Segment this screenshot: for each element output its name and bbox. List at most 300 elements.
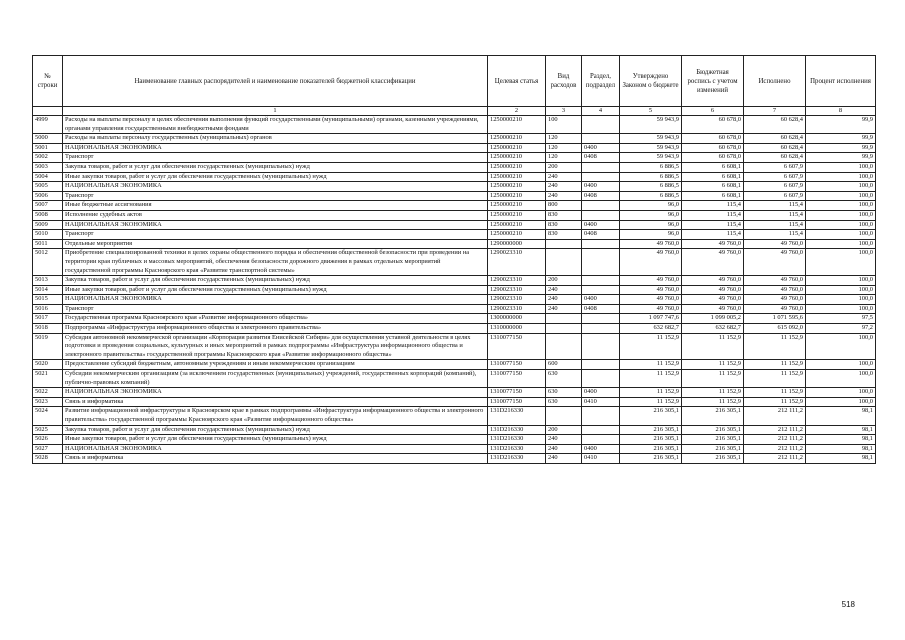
- executed-cell: 115,4: [744, 220, 806, 230]
- expense-type-cell: [546, 314, 582, 324]
- approved-cell: 632 682,7: [620, 324, 682, 334]
- expense-type-cell: 240: [546, 435, 582, 445]
- executed-cell: 212 111,2: [744, 435, 806, 445]
- expense-type-cell: 100: [546, 116, 582, 134]
- executed-cell: 11 152,9: [744, 333, 806, 360]
- expense-type-cell: [546, 407, 582, 425]
- header-approved: Утверждено Законом о бюджете: [620, 56, 682, 107]
- header-percent: Процент исполнения: [806, 56, 876, 107]
- row-number-cell: 5025: [33, 425, 63, 435]
- executed-cell: 6 607,9: [744, 182, 806, 192]
- row-name-cell: Иные закупки товаров, работ и услуг для обеспечения государственных (муниципальных) нужд: [63, 435, 488, 445]
- row-number-cell: 5021: [33, 370, 63, 388]
- expense-type-cell: [546, 239, 582, 249]
- executed-cell: 115,4: [744, 201, 806, 211]
- column-number: 7: [744, 107, 806, 116]
- percent-cell: 100,0: [806, 201, 876, 211]
- executed-cell: 6 607,9: [744, 172, 806, 182]
- budget-list-cell: 216 305,1: [682, 435, 744, 445]
- section-cell: [582, 239, 620, 249]
- section-cell: [582, 249, 620, 276]
- section-cell: [582, 201, 620, 211]
- column-number: [33, 107, 63, 116]
- section-cell: [582, 116, 620, 134]
- budget-list-cell: 216 305,1: [682, 407, 744, 425]
- row-name-cell: Отдельные мероприятия: [63, 239, 488, 249]
- expense-type-cell: 120: [546, 134, 582, 144]
- target-article-cell: 1250000210: [488, 210, 546, 220]
- budget-table: [32, 55, 876, 464]
- column-number: 5: [620, 107, 682, 116]
- row-name-cell: Субсидия автономной некоммерческой организации «Корпорация развития Енисейской Сибири» для осуществления уставной деятельности в целях подготовки и проведения социальных, культурных и иных мероприятий в рамках подпрограммы «Инфраструктура информационного общества и электронного правительства» государственной программы Красноярского края «Развитие информационного общества»: [63, 333, 488, 360]
- percent-cell: 98,1: [806, 444, 876, 454]
- table-row: [33, 172, 876, 182]
- target-article-cell: 1310077150: [488, 370, 546, 388]
- budget-list-cell: 49 760,0: [682, 239, 744, 249]
- percent-cell: 100,0: [806, 388, 876, 398]
- budget-list-cell: 115,4: [682, 210, 744, 220]
- row-number-cell: 5005: [33, 182, 63, 192]
- section-cell: 0400: [582, 388, 620, 398]
- budget-list-cell: 115,4: [682, 201, 744, 211]
- expense-type-cell: [546, 333, 582, 360]
- approved-cell: 96,0: [620, 220, 682, 230]
- table-row: [33, 143, 876, 153]
- section-cell: 0400: [582, 444, 620, 454]
- page-number: 518: [841, 600, 855, 609]
- budget-list-cell: 216 305,1: [682, 454, 744, 464]
- target-article-cell: 1250000210: [488, 153, 546, 163]
- header-name: Наименование главных распорядителей и наименование показателей бюджетной классификации: [63, 56, 488, 107]
- budget-list-cell: 11 152,9: [682, 360, 744, 370]
- budget-list-cell: 60 678,0: [682, 116, 744, 134]
- expense-type-cell: 200: [546, 276, 582, 286]
- section-cell: 0408: [582, 153, 620, 163]
- percent-cell: 97,2: [806, 324, 876, 334]
- column-number: 8: [806, 107, 876, 116]
- target-article-cell: 1250000210: [488, 162, 546, 172]
- row-name-cell: НАЦИОНАЛЬНАЯ ЭКОНОМИКА: [63, 182, 488, 192]
- table-row: [33, 276, 876, 286]
- table-row: [33, 182, 876, 192]
- target-article-cell: 1250000210: [488, 116, 546, 134]
- row-number-cell: 5019: [33, 333, 63, 360]
- approved-cell: 49 760,0: [620, 239, 682, 249]
- section-cell: [582, 435, 620, 445]
- expense-type-cell: 830: [546, 210, 582, 220]
- row-name-cell: НАЦИОНАЛЬНАЯ ЭКОНОМИКА: [63, 388, 488, 398]
- approved-cell: 96,0: [620, 201, 682, 211]
- expense-type-cell: 120: [546, 153, 582, 163]
- budget-list-cell: 11 152,9: [682, 333, 744, 360]
- row-name-cell: Транспорт: [63, 191, 488, 201]
- row-name-cell: НАЦИОНАЛЬНАЯ ЭКОНОМИКА: [63, 220, 488, 230]
- executed-cell: 60 628,4: [744, 153, 806, 163]
- budget-list-cell: 49 760,0: [682, 295, 744, 305]
- target-article-cell: 1310077150: [488, 397, 546, 407]
- section-cell: [582, 324, 620, 334]
- row-name-cell: Связь и информатика: [63, 397, 488, 407]
- expense-type-cell: 630: [546, 397, 582, 407]
- executed-cell: 1 071 595,6: [744, 314, 806, 324]
- executed-cell: 11 152,9: [744, 397, 806, 407]
- approved-cell: 6 886,5: [620, 182, 682, 192]
- approved-cell: 6 886,5: [620, 162, 682, 172]
- expense-type-cell: 240: [546, 295, 582, 305]
- table-row: [33, 435, 876, 445]
- percent-cell: 100,0: [806, 360, 876, 370]
- executed-cell: 49 760,0: [744, 295, 806, 305]
- expense-type-cell: 830: [546, 230, 582, 240]
- approved-cell: 11 152,9: [620, 388, 682, 398]
- table-row: [33, 454, 876, 464]
- target-article-cell: 1250000210: [488, 182, 546, 192]
- row-number-cell: 5004: [33, 172, 63, 182]
- executed-cell: 11 152,9: [744, 360, 806, 370]
- section-cell: 0408: [582, 304, 620, 314]
- row-number-cell: 5000: [33, 134, 63, 144]
- target-article-cell: 1250000210: [488, 134, 546, 144]
- expense-type-cell: [546, 249, 582, 276]
- row-name-cell: Закупка товаров, работ и услуг для обеспечения государственных (муниципальных) нужд: [63, 425, 488, 435]
- expense-type-cell: 600: [546, 360, 582, 370]
- approved-cell: 216 305,1: [620, 444, 682, 454]
- executed-cell: 49 760,0: [744, 304, 806, 314]
- table-row: [33, 304, 876, 314]
- target-article-cell: 1290023310: [488, 276, 546, 286]
- table-row: [33, 162, 876, 172]
- row-number-cell: 4999: [33, 116, 63, 134]
- approved-cell: 49 760,0: [620, 285, 682, 295]
- table-row: [33, 425, 876, 435]
- section-cell: [582, 333, 620, 360]
- percent-cell: 99,9: [806, 134, 876, 144]
- executed-cell: 115,4: [744, 210, 806, 220]
- row-name-cell: Предоставление субсидий бюджетным, автономным учреждениям и иным некоммерческим организациям: [63, 360, 488, 370]
- target-article-cell: 1250000210: [488, 143, 546, 153]
- target-article-cell: 131D216330: [488, 444, 546, 454]
- approved-cell: 59 943,9: [620, 116, 682, 134]
- approved-cell: 59 943,9: [620, 153, 682, 163]
- table-row: [33, 201, 876, 211]
- expense-type-cell: 240: [546, 304, 582, 314]
- executed-cell: 6 607,9: [744, 191, 806, 201]
- column-number: 3: [546, 107, 582, 116]
- budget-list-cell: 6 608,1: [682, 172, 744, 182]
- approved-cell: 11 152,9: [620, 360, 682, 370]
- percent-cell: 98,1: [806, 435, 876, 445]
- expense-type-cell: 240: [546, 444, 582, 454]
- approved-cell: 6 886,5: [620, 172, 682, 182]
- percent-cell: 100,0: [806, 220, 876, 230]
- row-name-cell: Расходы на выплаты персоналу в целях обеспечения выполнения функций государственными (муниципальными) органами, казенными учреждениями, органами управления государственными внебюджетными фондами: [63, 116, 488, 134]
- row-name-cell: Приобретение специализированной техники в целях охраны общественного порядка и обеспечения общественной безопасности при проведении на территории края публичных и массовых мероприятий, обеспечения безопасности дорожного движения в рамках отдельных мероприятий государственной программы Красноярского края «Развитие транспортной системы»: [63, 249, 488, 276]
- section-cell: [582, 172, 620, 182]
- percent-cell: 99,9: [806, 153, 876, 163]
- table-row: [33, 324, 876, 334]
- row-number-cell: 5022: [33, 388, 63, 398]
- row-number-cell: 5003: [33, 162, 63, 172]
- expense-type-cell: [546, 324, 582, 334]
- section-cell: [582, 407, 620, 425]
- row-name-cell: НАЦИОНАЛЬНАЯ ЭКОНОМИКА: [63, 143, 488, 153]
- approved-cell: 11 152,9: [620, 333, 682, 360]
- expense-type-cell: 240: [546, 182, 582, 192]
- column-number: 6: [682, 107, 744, 116]
- row-number-cell: 5028: [33, 454, 63, 464]
- table-body: [33, 116, 876, 464]
- section-cell: [582, 314, 620, 324]
- row-name-cell: Подпрограмма «Инфраструктура информационного общества и электронного правительства»: [63, 324, 488, 334]
- section-cell: [582, 425, 620, 435]
- section-cell: 0400: [582, 143, 620, 153]
- budget-list-cell: 216 305,1: [682, 444, 744, 454]
- expense-type-cell: 800: [546, 201, 582, 211]
- table-row: [33, 153, 876, 163]
- budget-list-cell: 11 152,9: [682, 397, 744, 407]
- expense-type-cell: 240: [546, 454, 582, 464]
- target-article-cell: 1250000210: [488, 230, 546, 240]
- row-name-cell: Транспорт: [63, 304, 488, 314]
- budget-list-cell: 6 608,1: [682, 162, 744, 172]
- budget-list-cell: 60 678,0: [682, 143, 744, 153]
- row-number-cell: 5002: [33, 153, 63, 163]
- row-number-cell: 5018: [33, 324, 63, 334]
- table-row: [33, 249, 876, 276]
- percent-cell: 100,0: [806, 239, 876, 249]
- percent-cell: 100,0: [806, 285, 876, 295]
- approved-cell: 11 152,9: [620, 370, 682, 388]
- approved-cell: 6 886,5: [620, 191, 682, 201]
- budget-list-cell: 6 608,1: [682, 182, 744, 192]
- section-cell: [582, 162, 620, 172]
- target-article-cell: 1250000210: [488, 191, 546, 201]
- section-cell: [582, 134, 620, 144]
- approved-cell: 216 305,1: [620, 407, 682, 425]
- budget-list-cell: 1 099 005,2: [682, 314, 744, 324]
- row-name-cell: Расходы на выплаты персоналу государственных (муниципальных) органов: [63, 134, 488, 144]
- header-target-article: Целевая статья: [488, 56, 546, 107]
- executed-cell: 11 152,9: [744, 388, 806, 398]
- executed-cell: 212 111,2: [744, 444, 806, 454]
- approved-cell: 49 760,0: [620, 295, 682, 305]
- approved-cell: 49 760,0: [620, 304, 682, 314]
- row-name-cell: Иные закупки товаров, работ и услуг для обеспечения государственных (муниципальных) нужд: [63, 172, 488, 182]
- table-row: [33, 116, 876, 134]
- budget-list-cell: 49 760,0: [682, 304, 744, 314]
- section-cell: [582, 370, 620, 388]
- percent-cell: 98,1: [806, 407, 876, 425]
- budget-list-cell: 632 682,7: [682, 324, 744, 334]
- target-article-cell: 1250000210: [488, 172, 546, 182]
- table-row: [33, 239, 876, 249]
- table-row: [33, 295, 876, 305]
- row-number-cell: 5023: [33, 397, 63, 407]
- row-number-cell: 5016: [33, 304, 63, 314]
- expense-type-cell: 240: [546, 172, 582, 182]
- budget-list-cell: 49 760,0: [682, 276, 744, 286]
- executed-cell: 212 111,2: [744, 425, 806, 435]
- target-article-cell: 1250000210: [488, 201, 546, 211]
- expense-type-cell: 830: [546, 220, 582, 230]
- budget-list-cell: 60 678,0: [682, 134, 744, 144]
- section-cell: 0400: [582, 295, 620, 305]
- percent-cell: 98,1: [806, 425, 876, 435]
- approved-cell: 216 305,1: [620, 425, 682, 435]
- target-article-cell: 1250000210: [488, 220, 546, 230]
- approved-cell: 49 760,0: [620, 249, 682, 276]
- approved-cell: 96,0: [620, 230, 682, 240]
- table-row: [33, 444, 876, 454]
- target-article-cell: 1290023310: [488, 304, 546, 314]
- column-number: 1: [63, 107, 488, 116]
- table-row: [33, 210, 876, 220]
- row-name-cell: НАЦИОНАЛЬНАЯ ЭКОНОМИКА: [63, 295, 488, 305]
- row-number-cell: 5006: [33, 191, 63, 201]
- target-article-cell: 131D216330: [488, 435, 546, 445]
- approved-cell: 59 943,9: [620, 134, 682, 144]
- section-cell: 0400: [582, 182, 620, 192]
- target-article-cell: 131D216330: [488, 454, 546, 464]
- percent-cell: 100,0: [806, 230, 876, 240]
- row-name-cell: Иные закупки товаров, работ и услуг для обеспечения государственных (муниципальных) нужд: [63, 285, 488, 295]
- executed-cell: 49 760,0: [744, 239, 806, 249]
- budget-list-cell: 49 760,0: [682, 249, 744, 276]
- executed-cell: 49 760,0: [744, 285, 806, 295]
- percent-cell: 100,0: [806, 304, 876, 314]
- header-row: [33, 56, 876, 107]
- row-number-cell: 5017: [33, 314, 63, 324]
- executed-cell: 212 111,2: [744, 407, 806, 425]
- percent-cell: 100,0: [806, 191, 876, 201]
- approved-cell: 49 760,0: [620, 276, 682, 286]
- executed-cell: 60 628,4: [744, 134, 806, 144]
- percent-cell: 100,0: [806, 295, 876, 305]
- row-number-cell: 5027: [33, 444, 63, 454]
- expense-type-cell: 200: [546, 162, 582, 172]
- executed-cell: 60 628,4: [744, 116, 806, 134]
- header-executed: Исполнено: [744, 56, 806, 107]
- approved-cell: 1 097 747,6: [620, 314, 682, 324]
- target-article-cell: 131D216330: [488, 425, 546, 435]
- section-cell: [582, 285, 620, 295]
- section-cell: [582, 360, 620, 370]
- row-name-cell: Государственная программа Красноярского края «Развитие информационного общества»: [63, 314, 488, 324]
- table-row: [33, 397, 876, 407]
- row-number-cell: 5008: [33, 210, 63, 220]
- row-number-cell: 5009: [33, 220, 63, 230]
- section-cell: [582, 210, 620, 220]
- row-name-cell: Закупка товаров, работ и услуг для обеспечения государственных (муниципальных) нужд: [63, 162, 488, 172]
- row-name-cell: Развитие информационной инфраструктуры в Красноярском крае в рамках подпрограммы «Инфраструктура информационного общества и электронного правительства» государственной программы Красноярского края «Развитие информационного общества»: [63, 407, 488, 425]
- row-number-cell: 5026: [33, 435, 63, 445]
- percent-cell: 98,1: [806, 454, 876, 464]
- row-number-cell: 5001: [33, 143, 63, 153]
- target-article-cell: 1310000000: [488, 324, 546, 334]
- section-cell: 0400: [582, 220, 620, 230]
- row-number-cell: 5014: [33, 285, 63, 295]
- target-article-cell: 1300000000: [488, 314, 546, 324]
- row-name-cell: Иные бюджетные ассигнования: [63, 201, 488, 211]
- row-name-cell: Транспорт: [63, 230, 488, 240]
- budget-list-cell: 11 152,9: [682, 370, 744, 388]
- column-number-row: [33, 107, 876, 116]
- row-name-cell: Связь и информатика: [63, 454, 488, 464]
- row-number-cell: 5015: [33, 295, 63, 305]
- row-number-cell: 5010: [33, 230, 63, 240]
- target-article-cell: 131D216330: [488, 407, 546, 425]
- approved-cell: 216 305,1: [620, 435, 682, 445]
- percent-cell: 100,0: [806, 249, 876, 276]
- percent-cell: 100,0: [806, 276, 876, 286]
- row-number-cell: 5020: [33, 360, 63, 370]
- header-section: Раздел, подраздел: [582, 56, 620, 107]
- percent-cell: 100,0: [806, 172, 876, 182]
- section-cell: 0408: [582, 191, 620, 201]
- row-number-cell: 5024: [33, 407, 63, 425]
- budget-list-cell: 11 152,9: [682, 388, 744, 398]
- table-row: [33, 333, 876, 360]
- table-row: [33, 370, 876, 388]
- percent-cell: 100,0: [806, 397, 876, 407]
- target-article-cell: 1310077150: [488, 360, 546, 370]
- header-row-number: № строки: [33, 56, 63, 107]
- target-article-cell: 1290023310: [488, 249, 546, 276]
- table-row: [33, 314, 876, 324]
- percent-cell: 100,0: [806, 210, 876, 220]
- budget-list-cell: 216 305,1: [682, 425, 744, 435]
- executed-cell: 6 607,9: [744, 162, 806, 172]
- budget-list-cell: 60 678,0: [682, 153, 744, 163]
- executed-cell: 615 092,0: [744, 324, 806, 334]
- expense-type-cell: 240: [546, 191, 582, 201]
- row-name-cell: Исполнение судебных актов: [63, 210, 488, 220]
- section-cell: 0410: [582, 397, 620, 407]
- row-number-cell: 5007: [33, 201, 63, 211]
- percent-cell: 100,0: [806, 182, 876, 192]
- column-number: 4: [582, 107, 620, 116]
- approved-cell: 216 305,1: [620, 454, 682, 464]
- row-number-cell: 5012: [33, 249, 63, 276]
- budget-list-cell: 49 760,0: [682, 285, 744, 295]
- table-row: [33, 230, 876, 240]
- row-name-cell: Субсидии некоммерческим организациям (за исключением государственных (муниципальных) учреждений, государственных корпораций (компаний), публично-правовых компаний): [63, 370, 488, 388]
- row-name-cell: Транспорт: [63, 153, 488, 163]
- expense-type-cell: 120: [546, 143, 582, 153]
- approved-cell: 11 152,9: [620, 397, 682, 407]
- percent-cell: 100,0: [806, 370, 876, 388]
- executed-cell: 49 760,0: [744, 276, 806, 286]
- approved-cell: 96,0: [620, 210, 682, 220]
- percent-cell: 99,9: [806, 116, 876, 134]
- budget-list-cell: 115,4: [682, 230, 744, 240]
- percent-cell: 99,9: [806, 143, 876, 153]
- header-budget-list: Бюджетная роспись с учетом изменений: [682, 56, 744, 107]
- table-row: [33, 191, 876, 201]
- header-expense-type: Вид расходов: [546, 56, 582, 107]
- section-cell: [582, 276, 620, 286]
- section-cell: 0410: [582, 454, 620, 464]
- budget-table-sheet: [32, 55, 875, 464]
- budget-list-cell: 115,4: [682, 220, 744, 230]
- executed-cell: 60 628,4: [744, 143, 806, 153]
- target-article-cell: 1310077150: [488, 333, 546, 360]
- expense-type-cell: 200: [546, 425, 582, 435]
- table-row: [33, 220, 876, 230]
- row-name-cell: Закупка товаров, работ и услуг для обеспечения государственных (муниципальных) нужд: [63, 276, 488, 286]
- row-name-cell: НАЦИОНАЛЬНАЯ ЭКОНОМИКА: [63, 444, 488, 454]
- section-cell: 0408: [582, 230, 620, 240]
